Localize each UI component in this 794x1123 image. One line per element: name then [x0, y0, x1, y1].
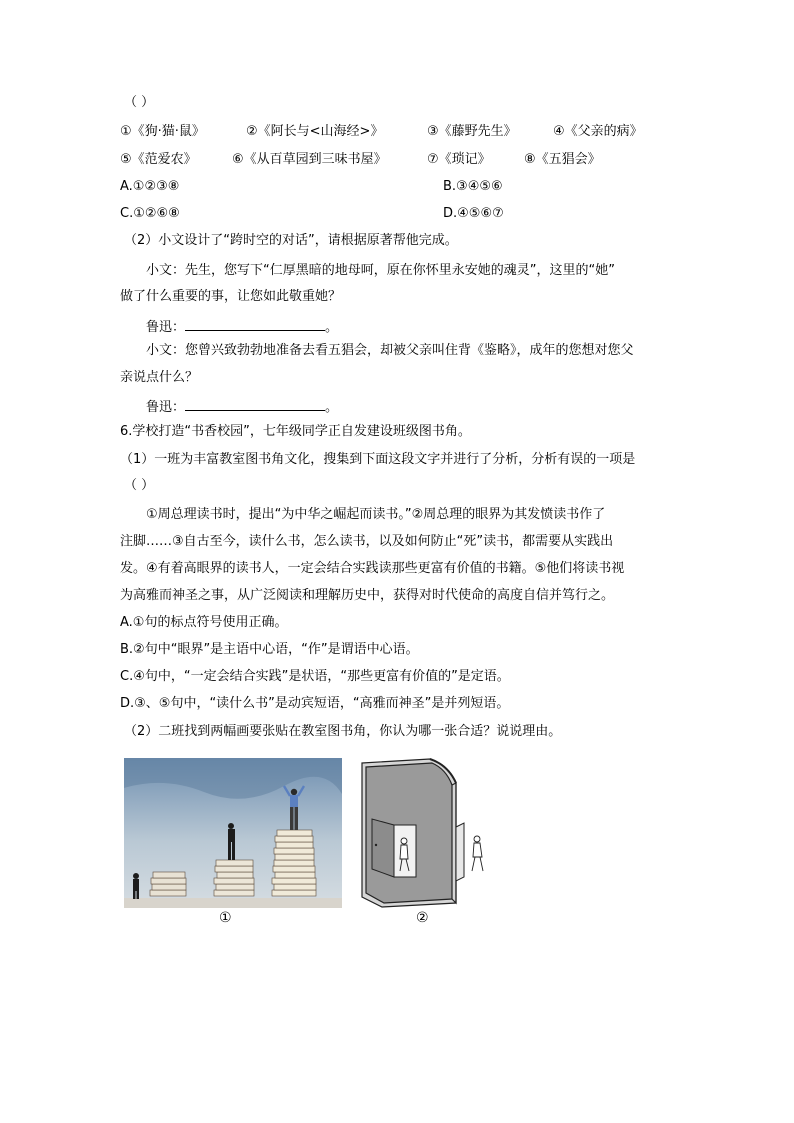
choice-a: A.①②③⑧: [120, 179, 180, 194]
dialog-line: 小文：您曾兴致勃勃地准备去看五猖会，却被父亲叫住背《鉴略》，成年的您想对您父: [146, 343, 634, 358]
work-option: ①《狗·猫·鼠》: [120, 124, 205, 139]
passage-line: 注脚……③自古至今，读什么书，怎么读书，以及如何防止“死”读书，都需要从实践出: [120, 534, 614, 549]
question-title: 6.学校打造“书香校园”，七年级同学正自发建设班级图书角。: [120, 424, 471, 439]
choice-b: B.②句中“眼界”是主语中心语，“作”是谓语中心语。: [120, 642, 419, 657]
choice-c: C.①②⑥⑧: [120, 206, 180, 221]
choice-a: A.①句的标点符号使用正确。: [120, 615, 288, 630]
work-option: ⑥《从百草园到三味书屋》: [232, 152, 387, 167]
choice-d: D.③、⑤句中，“读什么书”是动宾短语，“高雅而神圣”是并列短语。: [120, 696, 510, 711]
work-option: ⑧《五猖会》: [524, 152, 601, 167]
work-option: ④《父亲的病》: [553, 124, 643, 139]
answer-line-1: [146, 316, 338, 334]
books-stack-picture: [124, 758, 342, 908]
choice-c: C.④句中，“一定会结合实践”是状语，“那些更富有价值的”是定语。: [120, 669, 510, 684]
picture-2-caption: ②: [416, 910, 429, 926]
answer-line-2: [146, 396, 338, 414]
part-1-stem: （1）一班为丰富教室图书角文化，搜集到下面这段文字并进行了分析，分析有误的一项是: [120, 452, 636, 467]
speaker-label: 鲁迅：: [146, 320, 186, 335]
passage-line: 为高雅而神圣之事，从广泛阅读和理解历史中，获得对时代使命的高度自信并笃行之。: [120, 588, 615, 603]
book-door-picture: [352, 757, 496, 909]
dialog-line: 亲说点什么？: [120, 370, 199, 385]
work-option: ⑤《范爱农》: [120, 152, 197, 167]
work-option: ⑦《琐记》: [427, 152, 491, 167]
picture-1-caption: ①: [219, 910, 232, 926]
dialog-line: 做了什么重要的事，让您如此敬重她？: [120, 289, 342, 304]
passage-line: 发。④有着高眼界的读书人，一定会结合实践读那些更富有价值的书籍。⑤他们将读书视: [120, 561, 625, 576]
answer-blank-2[interactable]: [185, 396, 325, 411]
answer-bracket: （ ）: [124, 95, 155, 110]
period: 。: [325, 320, 339, 335]
choice-d: D.④⑤⑥⑦: [443, 206, 504, 221]
speaker-label: 鲁迅：: [146, 400, 186, 415]
dialog-line: 小文：先生，您写下“仁厚黑暗的地母呵，原在你怀里永安她的魂灵”，这里的“她”: [146, 263, 615, 278]
part-2-title: （2）小文设计了“跨时空的对话”，请根据原著帮他完成。: [124, 233, 458, 248]
work-option: ②《阿长与<山海经>》: [246, 124, 384, 139]
work-option: ③《藤野先生》: [427, 124, 517, 139]
answer-blank-1[interactable]: [185, 316, 325, 331]
part-2-stem: （2）二班找到两幅画要张贴在教室图书角，你认为哪一张合适？说说理由。: [124, 724, 562, 739]
passage-line: ①周总理读书时，提出“为中华之崛起而读书。”②周总理的眼界为其发愤读书作了: [146, 507, 606, 522]
period: 。: [325, 400, 339, 415]
answer-bracket: （ ）: [124, 478, 155, 493]
choice-b: B.③④⑤⑥: [443, 179, 503, 194]
